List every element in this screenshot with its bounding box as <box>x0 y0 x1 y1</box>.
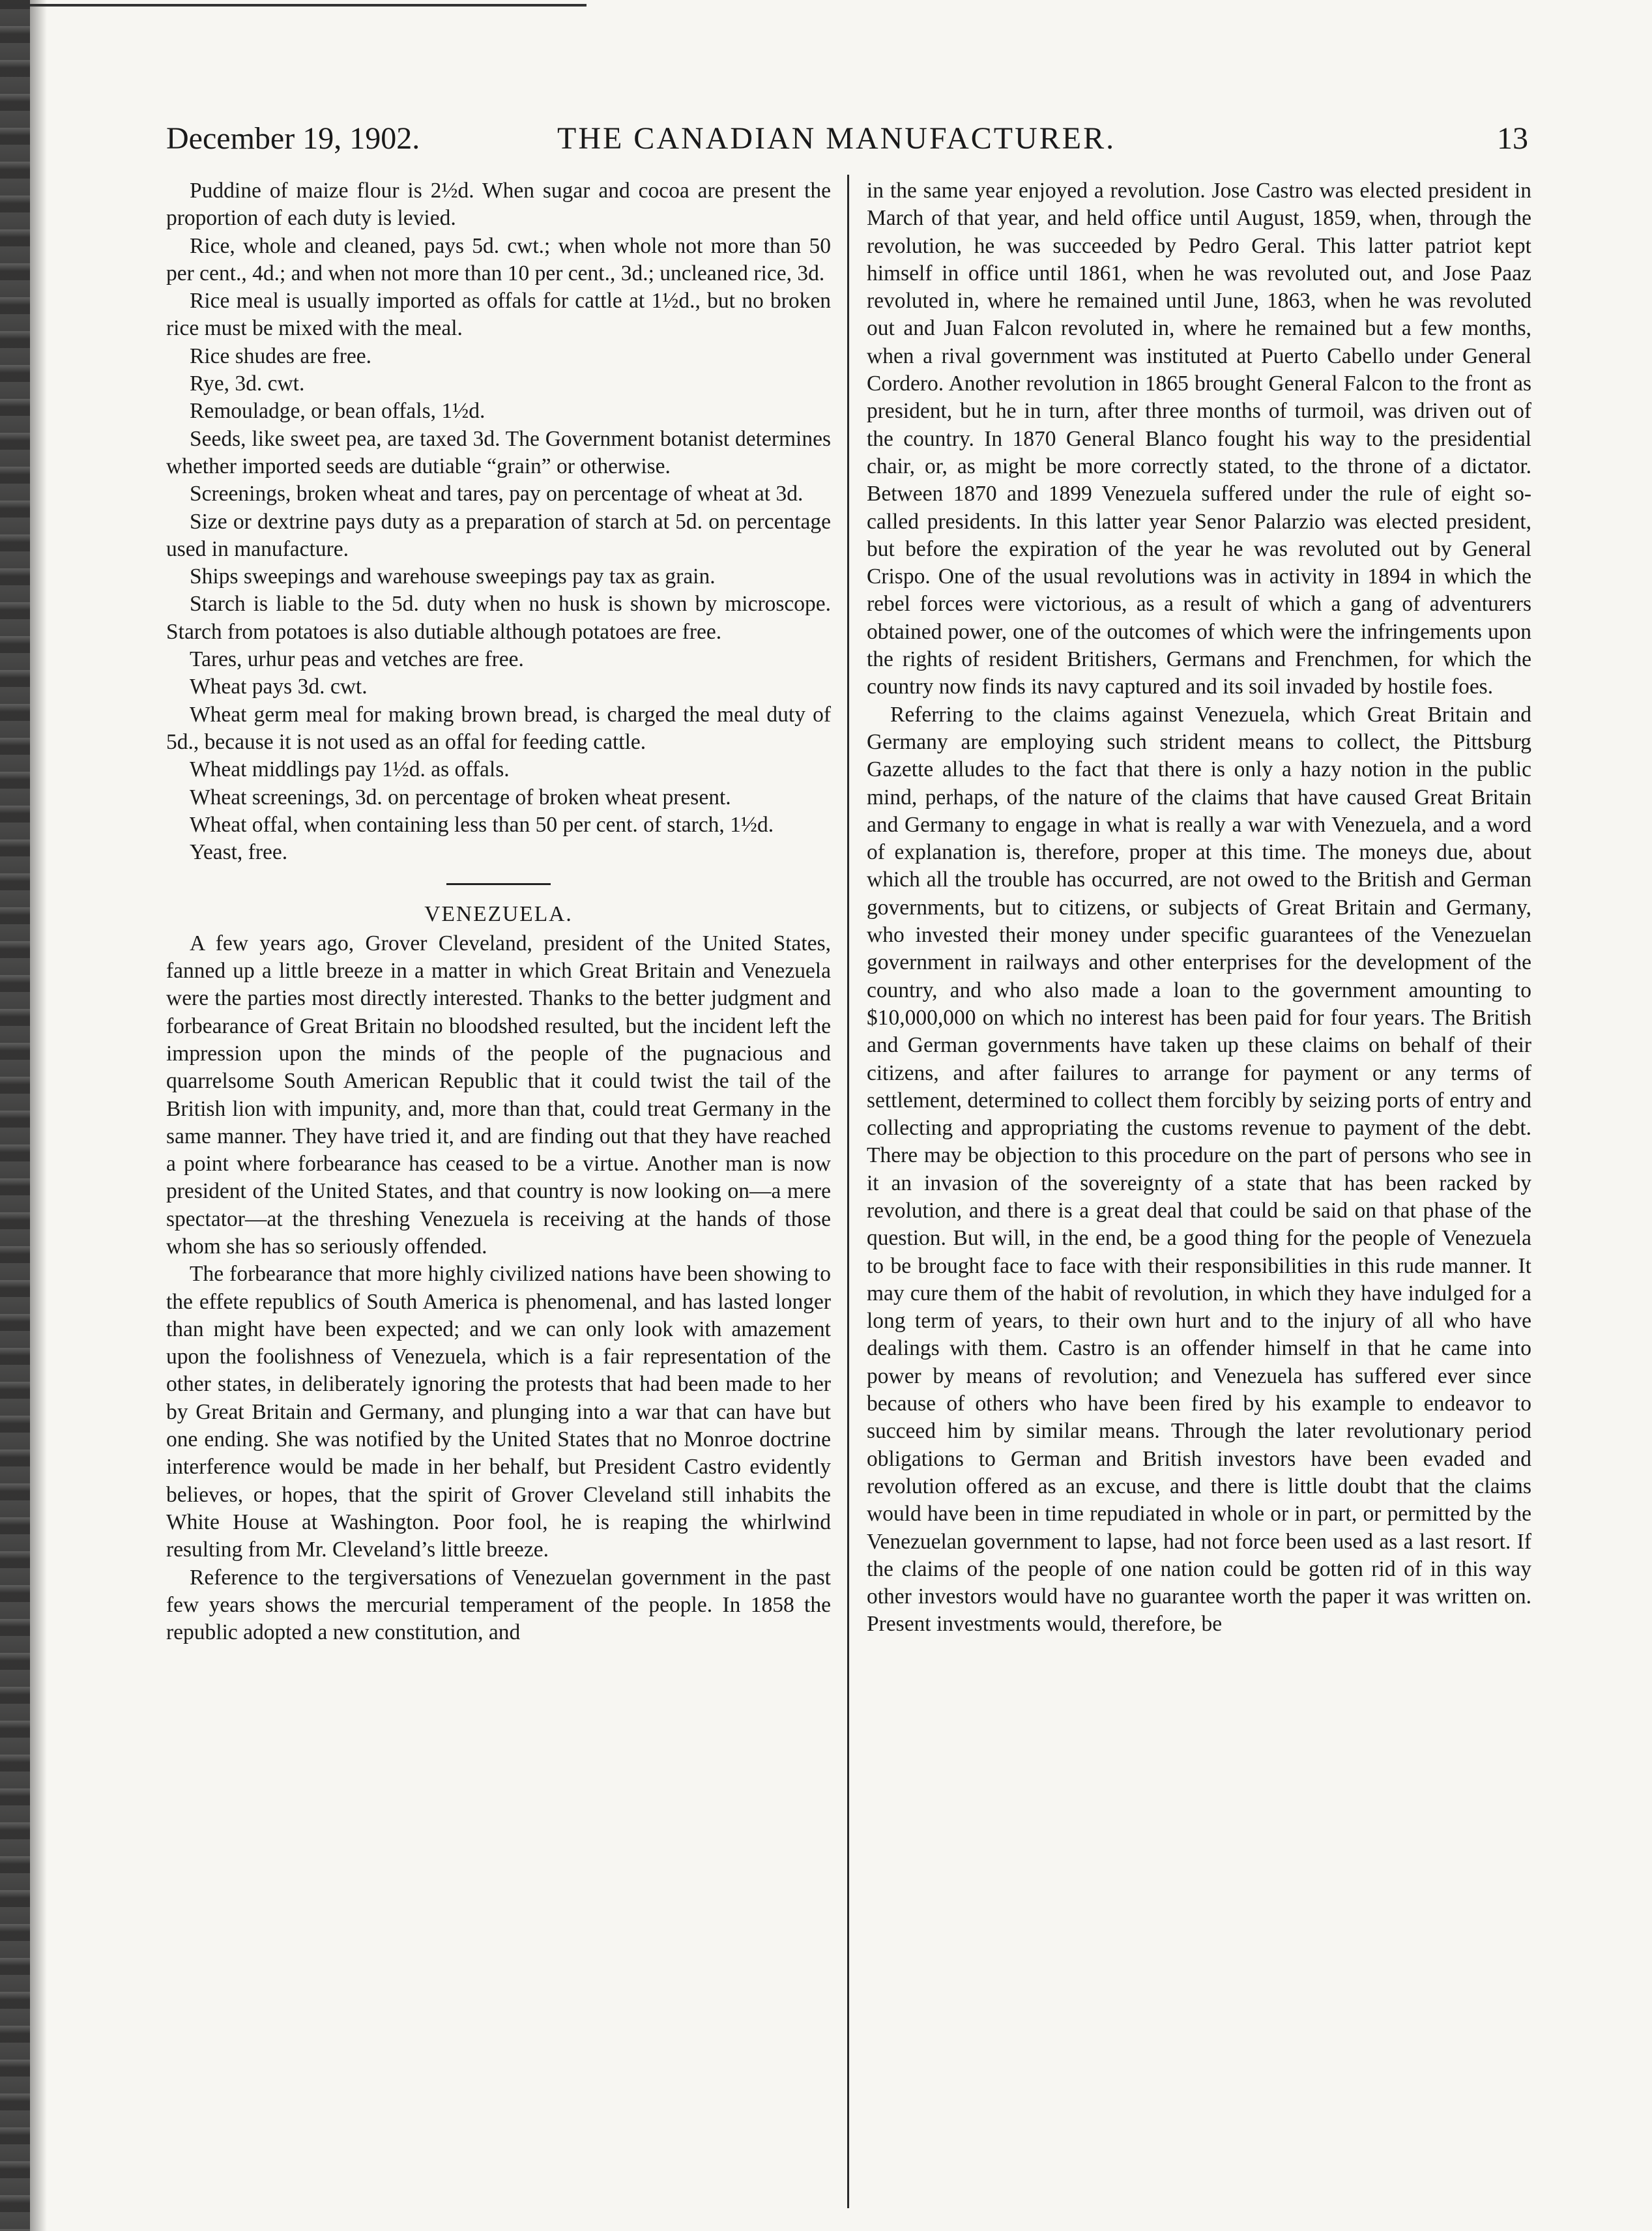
duty-paragraph: Wheat pays 3d. cwt. <box>190 675 368 699</box>
duty-paragraph: Size or dextrine pays duty as a preparation of starch at 5d. on percentage used in manufacture. <box>166 509 831 561</box>
page-header <box>166 116 1528 162</box>
left-column <box>166 177 831 1646</box>
duty-paragraph: Rice meal is usually imported as offals for cattle at 1½d., but no broken rice must be mixed with the meal. <box>166 289 831 341</box>
duty-paragraph: Rice shudes are free. <box>190 343 372 368</box>
duty-paragraph: Yeast, free. <box>190 840 288 865</box>
article-paragraph: The forbearance that more highly civilized nations have been showing to the effete republics of South America is phenomenal, and has lasted longer than might have been expected; and we can only look with amazement upon the foolishness of Venezuela, which is a fair representation of the other states, in deliberately ignoring the protests that had been made to her by Great Britain and Germany, and plunging into a war that can have but one ending. She was notified by the United States that no Monroe doctrine interference would be made in her behalf, but President Castro evidently believes, or hopes, that the spirit of Grover Cleveland still inhabits the White House at Washington. Poor fool, he is reaping the whirlwind resulting from Mr. Cleveland’s little breeze. <box>166 1262 831 1562</box>
article-paragraph: A few years ago, Grover Cleveland, president of the United States, fanned up a little breeze in a matter in which Great Britain and Venezuela were the parties most directly interested. Thanks to the better judgment and forbearance of Great Britain no bloodshed resulted, but the incident left the impression upon the minds of the people of the pugnacious and quarrelsome South American Republic that it could twist the tail of the British lion with impunity, and, more than that, could treat Germany in the same manner. They have tried it, and are finding out that they have reached a point where forbearance has ceased to be a virtue. Another man is now president of the United States, and that country is now looking on—a mere spectator—at the threshing Venezuela is receiving at the hands of those whom she has so seriously offended. <box>166 931 831 1259</box>
duty-paragraph: Puddine of maize flour is 2½d. When sugar and cocoa are present the proportion of each duty is levied. <box>166 179 831 231</box>
duty-paragraph: Seeds, like sweet pea, are taxed 3d. The Government botanist determines whether imported seeds are dutiable “grain” or otherwise. <box>166 426 831 478</box>
publication-title: THE CANADIAN MANUFACTURER. <box>557 121 1116 156</box>
duty-paragraph: Remouladge, or bean offals, 1½d. <box>190 399 485 424</box>
duty-paragraph: Starch is liable to the 5d. duty when no husk is shown by microscope. Starch from potatoes is also dutiable although potatoes are free. <box>166 592 831 644</box>
duty-paragraph: Screenings, broken wheat and tares, pay on percentage of wheat at 3d. <box>190 482 804 506</box>
duty-paragraph: Wheat screenings, 3d. on percentage of broken wheat present. <box>190 785 731 809</box>
scan-binding-edge <box>0 0 30 2231</box>
duty-paragraph: Rice, whole and cleaned, pays 5d. cwt.; when whole not more than 50 per cent., 4d.; and when not more than 10 per cent., 3d.; uncleaned rice, 3d. <box>166 233 831 285</box>
duty-paragraph: Tares, urhur peas and vetches are free. <box>190 647 524 672</box>
duty-paragraph: Wheat middlings pay 1½d. as offals. <box>190 757 510 782</box>
article-paragraph: in the same year enjoyed a revolution. Jose Castro was elected president in March of that year, and held office until August, 1859, when, through the revolution, he was succeeded by Pedro Geral. This latter patriot kept himself in office until 1861, when he was revoluted out, and Jose Paaz revoluted in, where he remained until June, 1863, when he was revoluted out and Juan Falcon revoluted in, where he remained but a few months, when a rival government was instituted at Puerto Cabello under General Cordero. Another revolution in 1865 brought General Falcon to the front as president, but he in turn, after three months of turmoil, was driven out of the country. In 1870 General Blanco fought his way to the presidential chair, or, as might be more correctly stated, to the throne of a dictator. Between 1870 and 1899 Venezuela suffered under the rule of eight so-called presidents. In this latter year Senor Palarzio was elected president, but before the expiration of the year he was revoluted out by General Crispo. One of the usual revolutions was in activity in 1894 in which the rebel forces were victorious, as a result of which a gang of adventurers obtained power, one of the outcomes of which were the infringements upon the rights of resident Britishers, Germans and Frenchmen, for which the country now finds its navy captured and its soil invaded by hostile foes. <box>867 179 1531 699</box>
section-separator <box>446 883 551 885</box>
top-rule <box>0 4 587 7</box>
column-divider <box>847 175 849 2208</box>
article-paragraph: Referring to the claims against Venezuela, which Great Britain and Germany are employing such strident means to collect, the Pittsburg Gazette alludes to the fact that there is only a hazy notion in the public mind, perhaps, of the nature of the claims that have caused Great Britain and Germany to engage in what is really a war with Venezuela, and a word of explanation is, therefore, proper at this time. The moneys due, about which all the trouble has occurred, are not owed to the British and German governments, but to citizens, or subjects of Great Britain and Germany, who invested their money under specific guarantees of the Venezuelan government in railways and other enterprises for the development of the country, and who also made a loan to the government amounting to $10,000,000 on which no interest has been paid for four years. The British and German governments have taken up these claims on behalf of their citizens, and after failures to arrange for payment or any terms of settlement, determined to collect them forcibly by seizing ports of entry and collecting and appropriating the customs revenue to payment of the debt. There may be objection to this procedure on the part of persons who see in it an invasion of the sovereignty of a state that has been racked by revolution, and there is a great deal that could be said on that phase of the question. But will, in the end, be a good thing for the people of Venezuela to be brought face to face with their responsibilities in this rude manner. It may cure them of the habit of revolution, in which they have indulged for a long term of years, to their own hurt and to the injury of all who have dealings with them. Castro is an offender himself in that he came into power by means of revolution; and Venezuela has suffered ever since because of others who have been fired by his example to endeavor to succeed him by similar means. Through the later revolutionary period obligations to German and British investors have been evaded and revolution offered as an excuse, and there is little doubt that the claims would have been in time repudiated in whole or in part, or permitted by the Venezuelan government to lapse, had not force been used as a last resort. If the claims of the people of one nation could be gotten rid of in this way other investors would have no guarantee worth the paper it was written on. Present investments would, therefore, be <box>867 702 1531 1637</box>
duty-paragraph: Wheat offal, when containing less than 50 per cent. of starch, 1½d. <box>190 812 774 837</box>
duty-paragraph: Rye, 3d. cwt. <box>190 372 305 396</box>
article-paragraph: Reference to the tergiversations of Venezuelan government in the past few years shows the mercurial temperament of the people. In 1858 the republic adopted a new constitution, and <box>166 1565 831 1645</box>
section-title: VENEZUELA. <box>424 902 573 927</box>
page-number: 13 <box>1497 121 1528 156</box>
right-column <box>867 177 1531 1639</box>
duty-paragraph: Wheat germ meal for making brown bread, is charged the meal duty of 5d., because it is not used as an offal for feeding cattle. <box>166 702 831 754</box>
duty-paragraph: Ships sweepings and warehouse sweepings pay tax as grain. <box>190 564 716 589</box>
scan-shadow <box>30 0 47 2231</box>
issue-date: December 19, 1902. <box>166 121 420 156</box>
